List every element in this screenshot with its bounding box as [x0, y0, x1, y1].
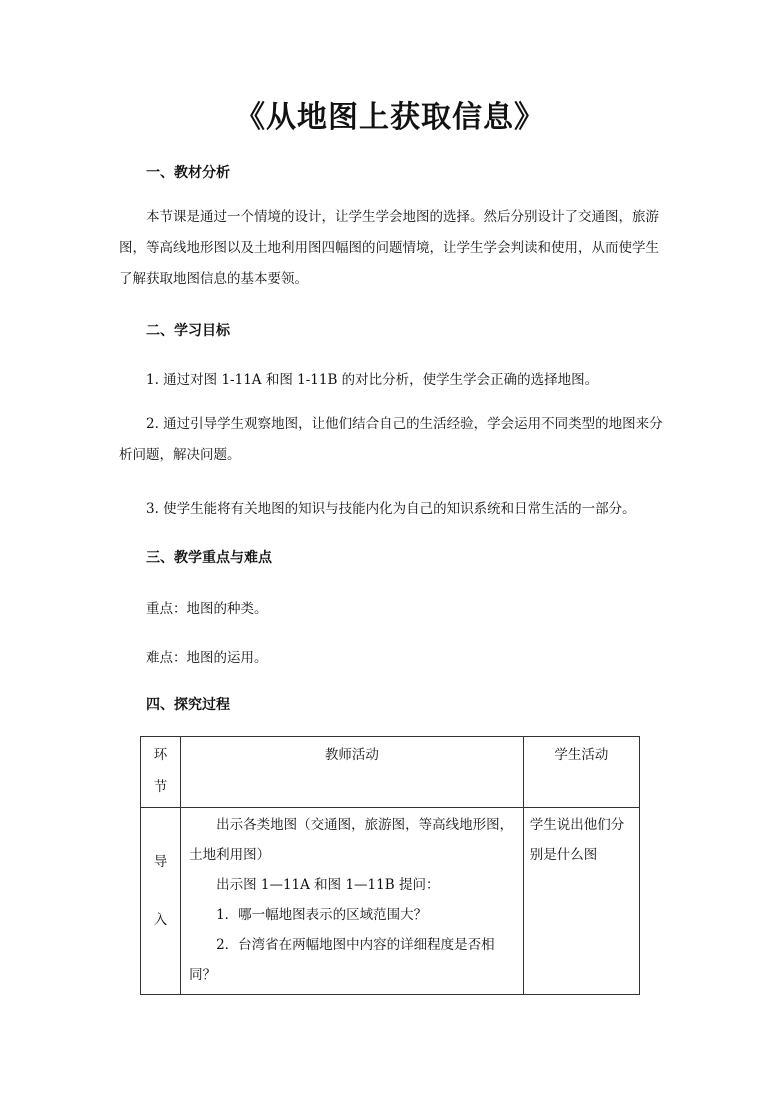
student-activity-cell: 学生说出他们分别是什么图 [523, 808, 639, 995]
teacher-activity-line: 出示各类地图（交通图，旅游图，等高线地形图，土地利用图） [189, 817, 514, 863]
stage-cell [141, 808, 181, 995]
stage-char-1: 导 [153, 854, 168, 870]
header-stage-char-2: 节 [153, 779, 168, 795]
section-heading-goals: 二、学习目标 [146, 323, 230, 339]
header-student-activity: 学生活动 [523, 737, 639, 808]
table-row [141, 808, 640, 995]
difficulty-point: 难点：地图的运用。 [146, 650, 268, 666]
header-stage-char-1: 环 [153, 747, 168, 763]
header-stage [141, 737, 181, 808]
header-teacher-activity: 教师活动 [181, 737, 524, 808]
process-table [140, 736, 640, 995]
teacher-activity-line: 1．哪一幅地图表示的区域范围大？ [216, 907, 428, 923]
goal-item-3: 3. 使学生能将有关地图的知识与技能内化为自己的知识系统和日常生活的一部分。 [146, 501, 636, 517]
section-heading-process: 四、探究过程 [146, 697, 230, 713]
section-heading-keypoints: 三、教学重点与难点 [146, 550, 272, 566]
goal-item-1: 1. 通过对图 1-11A 和图 1-11B 的对比分析，使学生学会正确的选择地图。 [146, 372, 599, 388]
goal-item-2: 2. 通过引导学生观察地图，让他们结合自己的生活经验，学会运用不同类型的地图来分析问题，解决问题。 [119, 416, 663, 463]
stage-char-2: 入 [153, 912, 168, 928]
teacher-activity-line: 2．台湾省在两幅地图中内容的详细程度是否相同？ [189, 937, 495, 983]
teacher-activity-cell [181, 808, 524, 995]
key-point: 重点：地图的种类。 [146, 601, 268, 617]
table-header-row [141, 737, 640, 808]
page-title: 《从地图上获取信息》 [235, 100, 545, 135]
analysis-paragraph: 本节课是通过一个情境的设计，让学生学会地图的选择。然后分别设计了交通图，旅游图，等高线地形图以及土地利用图四幅图的问题情境，让学生学会判读和使用，从而使学生了解获取地图信息的基本要领。 [119, 209, 659, 287]
teacher-activity-line: 出示图 1—11A 和图 1—11B 提问： [216, 877, 440, 893]
section-heading-analysis: 一、教材分析 [146, 165, 230, 181]
